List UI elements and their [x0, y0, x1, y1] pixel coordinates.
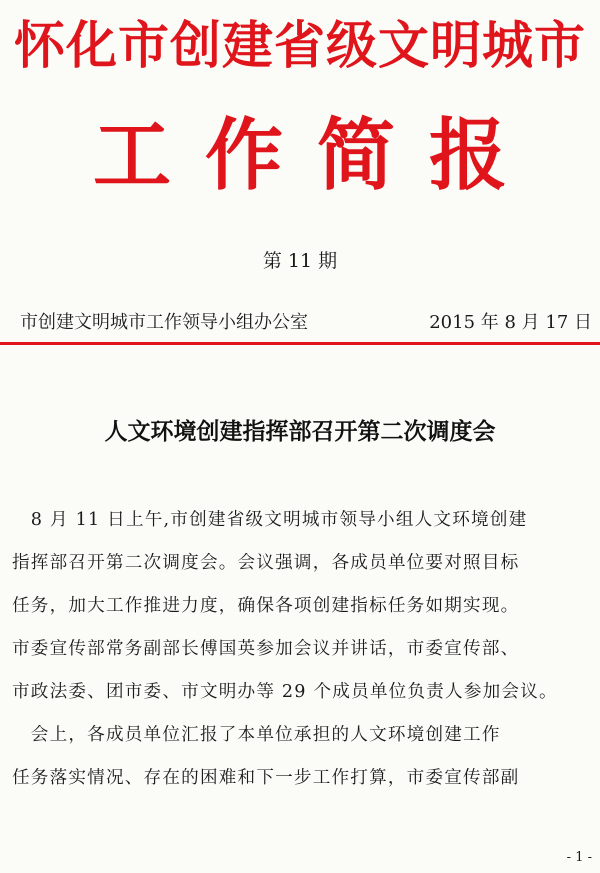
issue-number: 第 11 期 [262, 250, 338, 272]
paragraph-line: 市政法委、团市委、市文明办等 29 个成员单位负责人参加会议。 [12, 682, 558, 702]
issue-date: 2015 年 8 月 17 日 [429, 312, 592, 333]
issuer: 市创建文明城市工作领导小组办公室 [20, 312, 308, 333]
masthead-title-line2: 工作简报 [92, 110, 541, 201]
red-divider [0, 342, 600, 345]
paragraph-line: 任务，加大工作推进力度，确保各项创建指标任务如期实现。 [12, 596, 520, 616]
masthead-title-line1: 怀化市创建省级文明城市 [13, 16, 586, 76]
article-title: 人文环境创建指挥部召开第二次调度会 [104, 418, 496, 445]
paragraph-line: 任务落实情况、存在的困难和下一步工作打算，市委宣传部副 [12, 768, 520, 788]
paragraph-line: 8 月 11 日上午,市创建省级文明城市领导小组人文环境创建 [12, 510, 528, 530]
page-number: - 1 - [566, 850, 592, 865]
paragraph-line: 指挥部召开第二次调度会。会议强调，各成员单位要对照目标 [12, 553, 520, 573]
paragraph-line: 会上，各成员单位汇报了本单位承担的人文环境创建工作 [12, 725, 501, 745]
paragraph-line: 市委宣传部常务副部长傅国英参加会议并讲话，市委宣传部、 [12, 639, 520, 659]
